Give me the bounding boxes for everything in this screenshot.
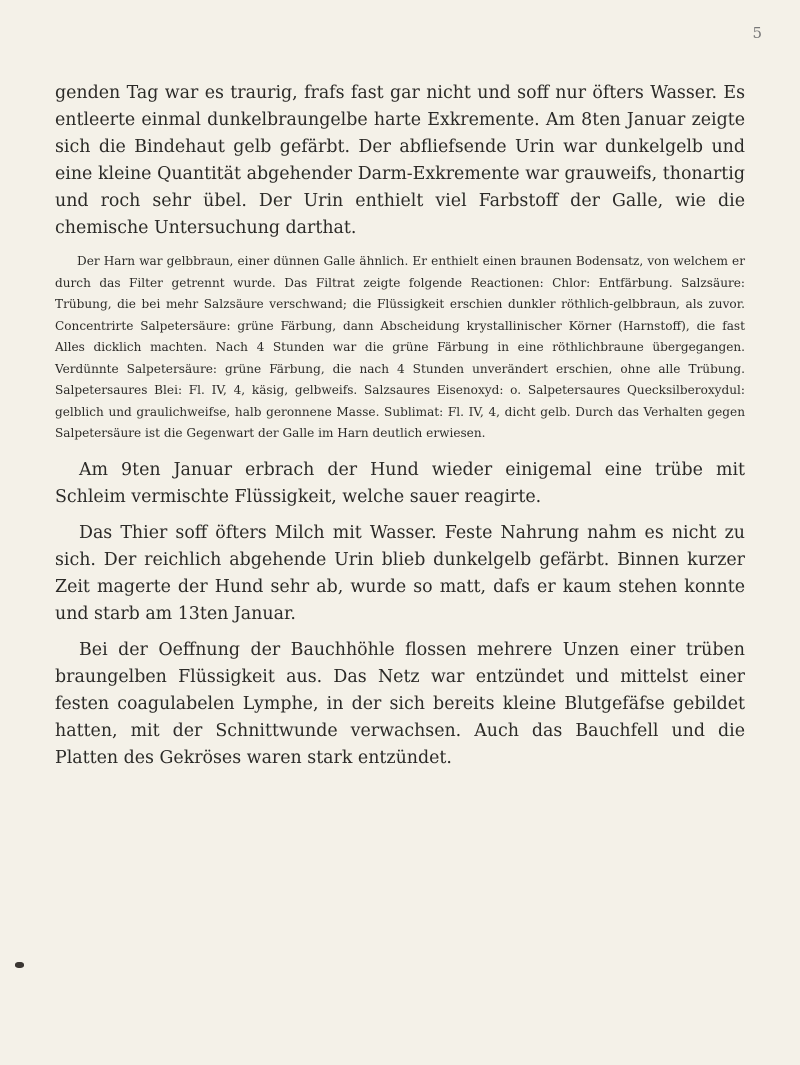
paragraph-decline-death: Das Thier soff öfters Milch mit Wasser. Feste Nahrung nahm es nicht zu sich. Der reichlich abgehende Urin blieb dunkelgelb gefärbt. Binnen kurzer Zeit magerte der Hund sehr ab, wurde so matt, dafs er kaum stehen konnte und starb am 13ten Januar. bbox=[55, 522, 745, 624]
page-body bbox=[55, 80, 745, 772]
paragraph-chemical-analysis: Der Harn war gelbbraun, einer dünnen Galle ähnlich. Er enthielt einen braunen Bodensatz, von welchem er durch das Filter getrennt wurde. Das Filtrat zeigte folgende Reactionen: Chlor: Entfärbung. Salzsäure: Trübung, die bei mehr Salzsäure verschwand; die Flüssigkeit erschien dunkler röthlich-gelbbraun, als zuvor. Concentrirte Salpetersäure: grüne Färbung, dann Abscheidung krystallinischer Körner (Harnstoff), die fast Alles dicklich machten. Nach 4 Stunden war die grüne Färbung in eine röthlichbraune übergegangen. Verdünnte Salpetersäure: grüne Färbung, die nach 4 Stunden unverändert erschien, ohne alle Trübung. Salpetersaures Blei: Fl. IV, 4, käsig, gelbweifs. Salzsaures Eisenoxyd: o. Salpetersaures Quecksilberoxydul: gelblich und graulichweifse, halb geronnene Masse. Sublimat: Fl. IV, 4, dicht gelb. Durch das Verhalten gegen Salpetersäure ist die Gegenwart der Galle im Harn deutlich erwiesen. bbox=[55, 254, 745, 440]
ink-blot-mark bbox=[15, 962, 24, 968]
paragraph-autopsy: Bei der Oeffnung der Bauchhöhle flossen mehrere Unzen einer trüben braungelben Flüssigkeit aus. Das Netz war entzündet und mittelst einer festen coagulabelen Lymphe, in der sich bereits kleine Blutgefäfse gebildet hatten, mit der Schnittwunde verwachsen. Auch das Bauchfell und die Platten des Gekröses waren stark entzündet. bbox=[55, 639, 745, 768]
page-number: 5 bbox=[752, 24, 762, 42]
paragraph-urine-findings: genden Tag war es traurig, frafs fast gar nicht und soff nur öfters Wasser. Es entleerte einmal dunkelbraungelbe harte Exkremente. Am 8ten Januar zeigte sich die Bindehaut gelb gefärbt. Der abfliefsende Urin war dunkelgelb und eine kleine Quantität abgehender Darm-Exkremente war grauweifs, thonartig und roch sehr übel. Der Urin enthielt viel Farbstoff der Galle, wie die chemische Untersuchung darthat. bbox=[55, 83, 745, 238]
paragraph-january-9: Am 9ten Januar erbrach der Hund wieder einigemal eine trübe mit Schleim vermischte Flüssigkeit, welche sauer reagirte. bbox=[55, 459, 745, 507]
